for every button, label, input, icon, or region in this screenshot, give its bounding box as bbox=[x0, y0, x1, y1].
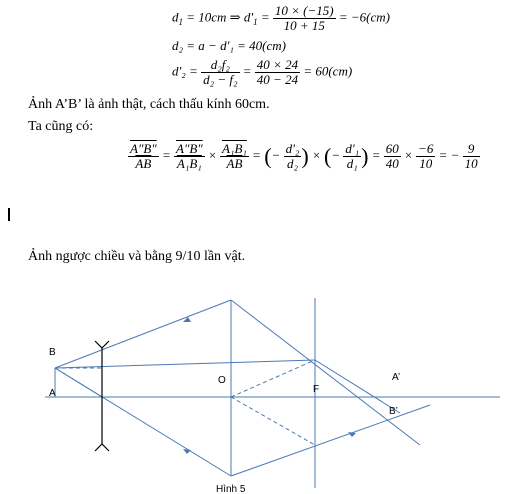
ray-1 bbox=[55, 300, 231, 368]
fraction: $\frac{-6}{10}$ bbox=[418, 141, 434, 171]
ray-3 bbox=[55, 368, 102, 397]
ray-diagram bbox=[0, 280, 505, 494]
equation-d1: $d_1 = 10cm$ ⇒ $d'_1$ = $\frac{10 \times (-15)}{10 + 15}$ = −6(cm) bbox=[172, 3, 390, 33]
ray-4b bbox=[315, 360, 400, 413]
equation-ratio: $\frac{A''B''}{AB}$ = $\frac{A''B''}{\text{A₁B₁}}$ × $\frac{\text{A₁B₁}}{AB}$ = (− $\frac{\text{d'₂}}{\text{d₂}}$ ) × (− $\frac{\text{d'₁}}{\text{d₁}}$ ) = $\frac{60}{40}$ × $\frac{-6}{10}$ = − $\frac{9}{10}$ bbox=[130, 141, 478, 171]
arrow-marker bbox=[183, 449, 191, 454]
label-a: A bbox=[49, 388, 56, 399]
fraction: $\frac{\text{d'₁}}{\text{d₁}}$ bbox=[345, 141, 360, 171]
fraction: $\frac{\text{d₂f₂}}{\text{d₂ − f₂}}$ bbox=[203, 57, 238, 87]
ray-2-refracted bbox=[231, 405, 430, 476]
construction-line-2 bbox=[231, 360, 315, 397]
paragraph-ta-cung-co: Ta cũng có: bbox=[28, 119, 94, 134]
equation-d2-prime: d'₂ = $\frac{\text{d₂f₂}}{\text{d₂ − f₂}}$ = $\frac{40 \times 24}{40 - 24}$ = 60(cm) bbox=[172, 57, 353, 87]
fraction: $\frac{40 \times 24}{40 - 24}$ bbox=[256, 57, 299, 87]
label-b: B bbox=[49, 347, 56, 358]
paragraph-inverted-image: Ảnh ngược chiều và bằng 9/10 lần vật. bbox=[28, 249, 246, 264]
equation-d2: d₂ = a − d'₁ = 40(cm) bbox=[172, 38, 286, 53]
arrow-marker bbox=[348, 432, 356, 437]
fraction: $\frac{\text{A₁B₁}}{AB}$ bbox=[222, 141, 247, 171]
fraction: $\frac{9}{10}$ bbox=[464, 141, 478, 171]
ray-4 bbox=[55, 360, 315, 368]
fraction: $\frac{60}{40}$ bbox=[385, 141, 399, 171]
fraction: $\frac{10 \times (-15)}{10 + 15}$ bbox=[274, 3, 334, 33]
label-f: F bbox=[313, 384, 320, 395]
label-o: O bbox=[218, 375, 226, 386]
fraction: $\frac{A''B''}{\text{A₁B₁}}$ bbox=[176, 141, 203, 171]
label-b-prime: B’ bbox=[389, 406, 398, 417]
text-cursor bbox=[8, 208, 10, 221]
fraction: $\frac{\text{d'₂}}{\text{d₂}}$ bbox=[285, 141, 300, 171]
fraction: $\frac{A''B''}{AB}$ bbox=[130, 141, 157, 171]
label-a-prime: A’ bbox=[392, 372, 401, 383]
construction-line-3 bbox=[231, 397, 315, 445]
paragraph-image-real: Ảnh A’B’ là ảnh thật, cách thấu kính 60cm. bbox=[28, 97, 270, 112]
figure-caption: Hình 5 bbox=[216, 484, 246, 494]
